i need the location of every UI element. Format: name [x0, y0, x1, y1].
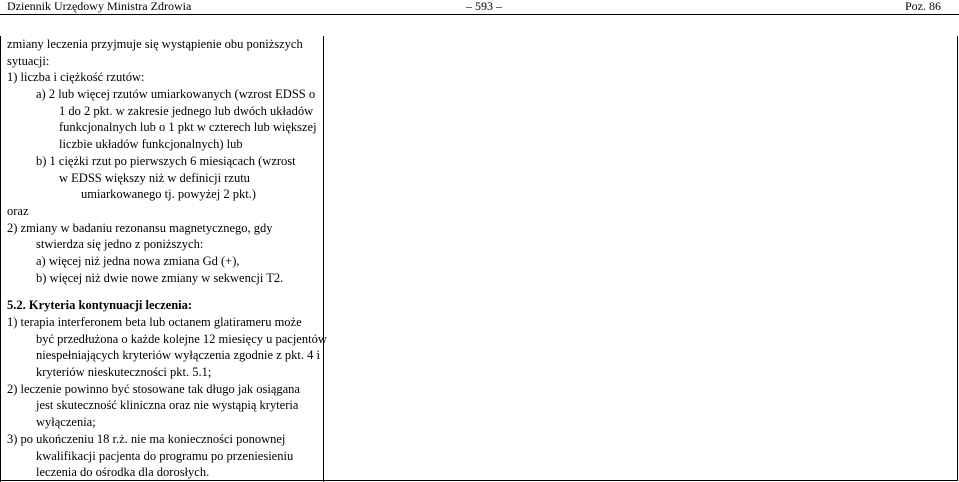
left-column-text	[0, 36, 327, 481]
criteria-list	[0, 36, 322, 286]
text-line: niespełniających kryteriów wyłączenia zgodnie z pkt. 4 i	[36, 348, 320, 363]
page-number: – 593 –	[466, 0, 502, 13]
text-line: stwierdza się jedno z poniższych:	[36, 237, 204, 252]
column-divider	[323, 36, 324, 482]
text-line: b) 1 ciężki rzut po pierwszych 6 miesiącach (wzrost	[36, 153, 296, 168]
text-line: zmiany leczenia przyjmuje się wystąpienie obu poniższych	[7, 37, 303, 51]
journal-title: Dziennik Urzędowy Ministra Zdrowia	[7, 0, 192, 13]
text-line: oraz	[7, 203, 29, 218]
text-line: funkcjonalnych lub o 1 pkt w czterech lub większej	[59, 120, 317, 135]
text-line: 2) leczenie powinno być stosowane tak długo jak osiągana	[7, 381, 300, 396]
text-line: 2) zmiany w badaniu rezonansu magnetycznego, gdy	[7, 220, 273, 235]
text-line: 1) terapia interferonem beta lub octanem glatirameru może	[7, 315, 302, 329]
text-line: umiarkowanego tj. powyżej 2 pkt.)	[81, 187, 256, 202]
text-line: jest skuteczność kliniczna oraz nie wystąpią kryteria	[36, 398, 299, 413]
position-number: Poz. 86	[905, 0, 941, 13]
text-line: a) 2 lub więcej rzutów umiarkowanych (wzrost EDSS o	[36, 87, 316, 102]
text-line: wyłączenia;	[36, 415, 96, 430]
page-header	[0, 0, 959, 14]
text-line: b) więcej niż dwie nowe zmiany w sekwencji T2.	[36, 270, 284, 285]
text-line: 1) liczba i ciężkość rzutów:	[7, 70, 145, 85]
continuation-criteria-list	[0, 314, 327, 481]
text-line: liczbie układów funkcjonalnych) lub	[59, 137, 243, 152]
text-line: być przedłużona o każde kolejne 12 miesięcy u pacjentów	[36, 331, 327, 346]
section-gap	[0, 286, 322, 297]
text-line: leczenia do ośrodka dla dorosłych.	[36, 465, 210, 480]
text-line: kwalifikacji pacjenta do programu po przeniesieniu	[36, 448, 294, 463]
section-heading: 5.2. Kryteria kontynuacji leczenia:	[7, 298, 193, 313]
text-line: w EDSS większy niż w definicji rzutu	[59, 170, 250, 185]
text-line: kryteriów nieskuteczności pkt. 5.1;	[36, 365, 212, 380]
text-line: 1 do 2 pkt. w zakresie jednego lub dwóch układów	[59, 103, 314, 118]
text-line: 3) po ukończeniu 18 r.ż. nie ma konieczności ponownej	[7, 431, 286, 446]
header-rule	[0, 14, 959, 15]
text-line: a) więcej niż jedna nowa zmiana Gd (+),	[36, 253, 240, 268]
text-line: sytuacji:	[7, 53, 50, 68]
